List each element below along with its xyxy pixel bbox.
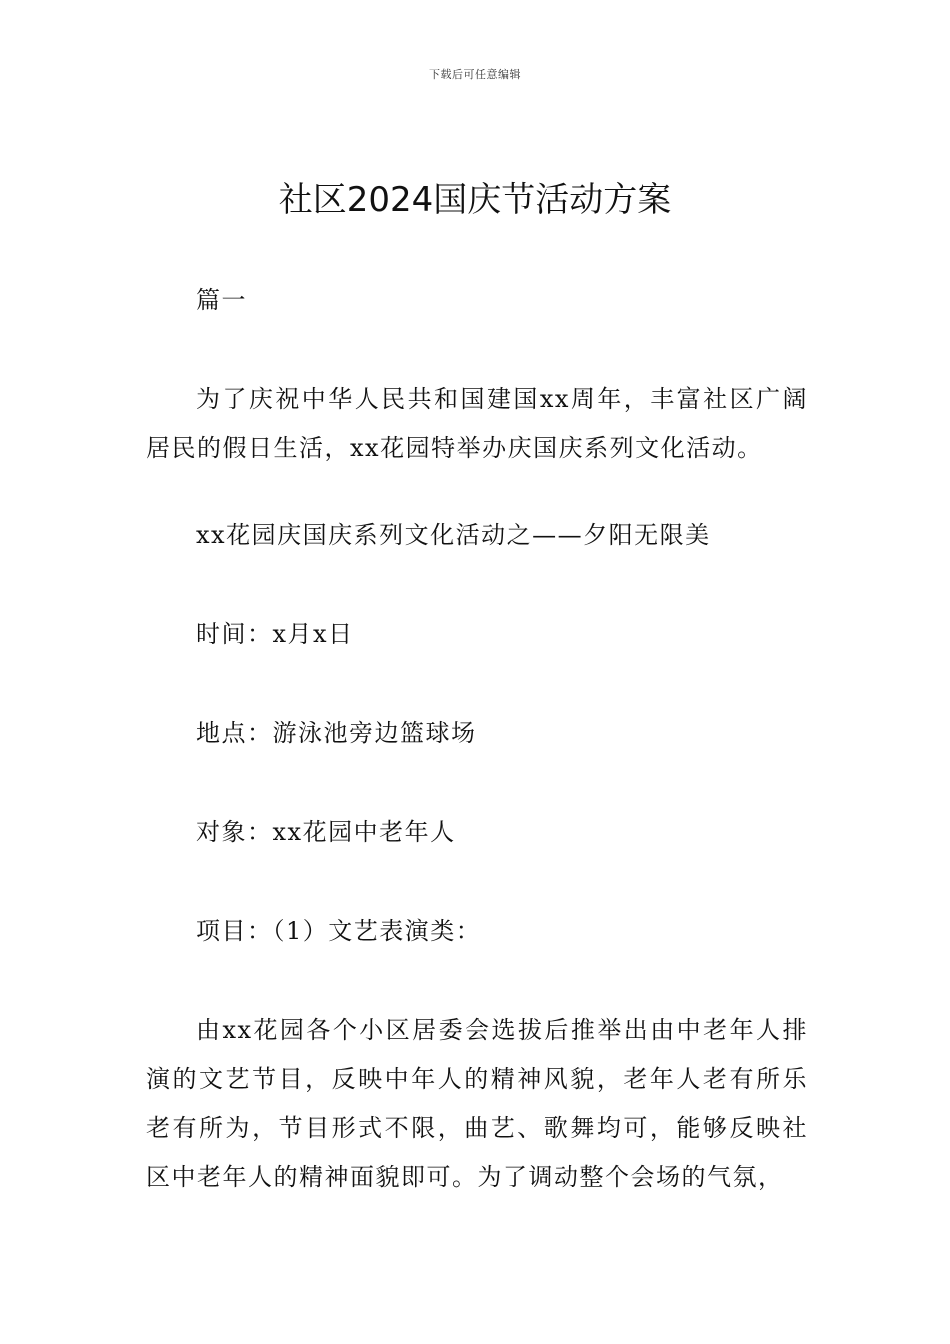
section-heading: 篇一	[196, 286, 247, 314]
performance-paragraph: 由xx花园各个小区居委会选拔后推举出由中老年人排演的文艺节目，反映中年人的精神风貌，老年人老有所乐老有所为，节目形式不限，曲艺、歌舞均可，能够反映社区中老年人的精神面貌即可。为了调动整个会场的气氛，	[146, 1016, 808, 1191]
activity-location: 地点：游泳池旁边篮球场	[196, 719, 477, 747]
activity-time: 时间：x月x日	[196, 620, 354, 648]
header-note: 下载后可任意编辑	[429, 68, 521, 81]
document-title: 社区2024国庆节活动方案	[278, 180, 672, 220]
intro-paragraph: 为了庆祝中华人民共和国建国xx周年，丰富社区广阔居民的假日生活，xx花园特举办庆国庆系列文化活动。	[146, 385, 808, 462]
activity-name: xx花园庆国庆系列文化活动之——夕阳无限美	[196, 521, 711, 549]
activity-items: 项目：（1）文艺表演类：	[196, 917, 482, 945]
activity-audience: 对象：xx花园中老年人	[196, 818, 456, 846]
document-body	[146, 276, 808, 1240]
